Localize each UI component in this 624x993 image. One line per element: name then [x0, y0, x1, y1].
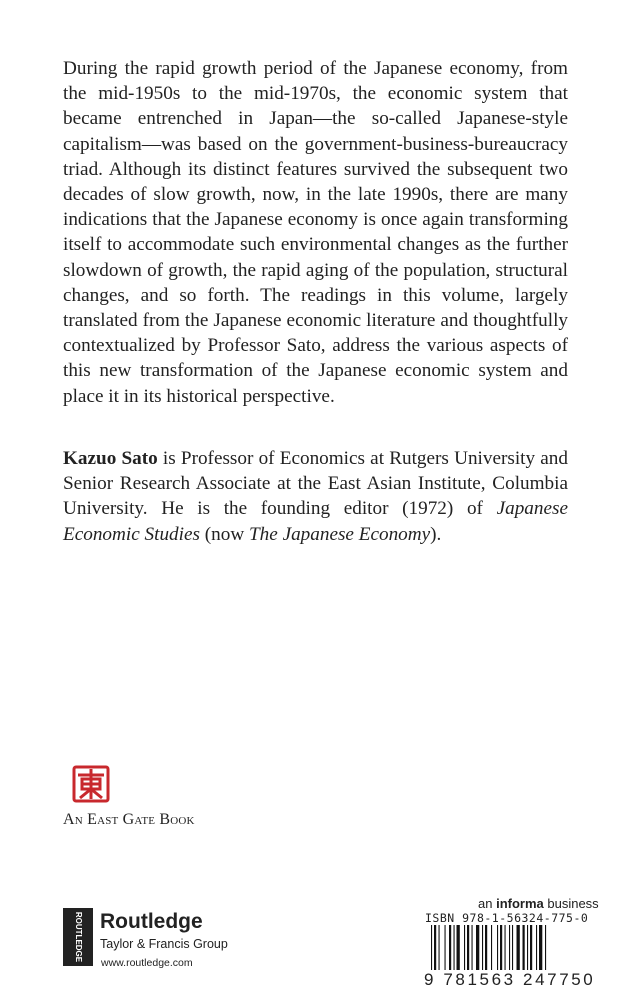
taylor-francis-group: Taylor & Francis Group [100, 937, 228, 951]
isbn-barcode [431, 925, 585, 970]
informa-suffix: business [543, 896, 599, 911]
routledge-logo-icon [63, 908, 93, 966]
barcode-digits: 9 781563 247750 [424, 970, 596, 989]
bio-text-1: is Professor of Economics at Rutgers University and Senior Research Associate at the East Asian Institute, Columbia University. He is the founding editor (1972) of [63, 448, 568, 520]
bio-text-2: (now [199, 523, 249, 545]
isbn-label: ISBN 978-1-56324-775-0 [425, 911, 589, 925]
informa-word: informa [496, 896, 544, 911]
informa-prefix: an [478, 896, 497, 911]
author-bio [63, 446, 568, 547]
blurb-paragraph: During the rapid growth period of the Japanese economy, from the mid-1950s to the mid-1970s, the economic system that became entrenched in Japan—the so-called Japanese-style capitalism—was based on the government-business-bureaucracy triad. Although its distinct features survived the subsequent two decades of slow growth, now, in the late 1990s, there are many indications that the Japanese economy is once again transforming itself to accommodate such environmental changes as the further slowdown of growth, the rapid aging of the population, structural changes, and so forth. The readings in this volume, largely translated from the Japanese economic literature and thoughtfully contextualized by Professor Sato, address the various aspects of this new transformation of the Japanese economic system and place it in its historical perspective. [63, 58, 568, 407]
bio-text-3: ). [430, 523, 442, 545]
back-cover-blurb [63, 56, 568, 409]
routledge-url[interactable]: www.routledge.com [101, 957, 193, 969]
east-gate-seal-icon [72, 765, 110, 803]
journal-old-title: Japanese Economic Studies [63, 498, 568, 545]
author-name: Kazuo Sato [63, 448, 158, 469]
journal-new-title: The Japanese Economy [248, 523, 431, 545]
east-gate-book-label: An East Gate Book [63, 811, 195, 828]
svg-text:ROUTLEDGE: ROUTLEDGE [73, 911, 83, 963]
routledge-name: Routledge [100, 910, 203, 933]
informa-business-label [478, 896, 599, 911]
